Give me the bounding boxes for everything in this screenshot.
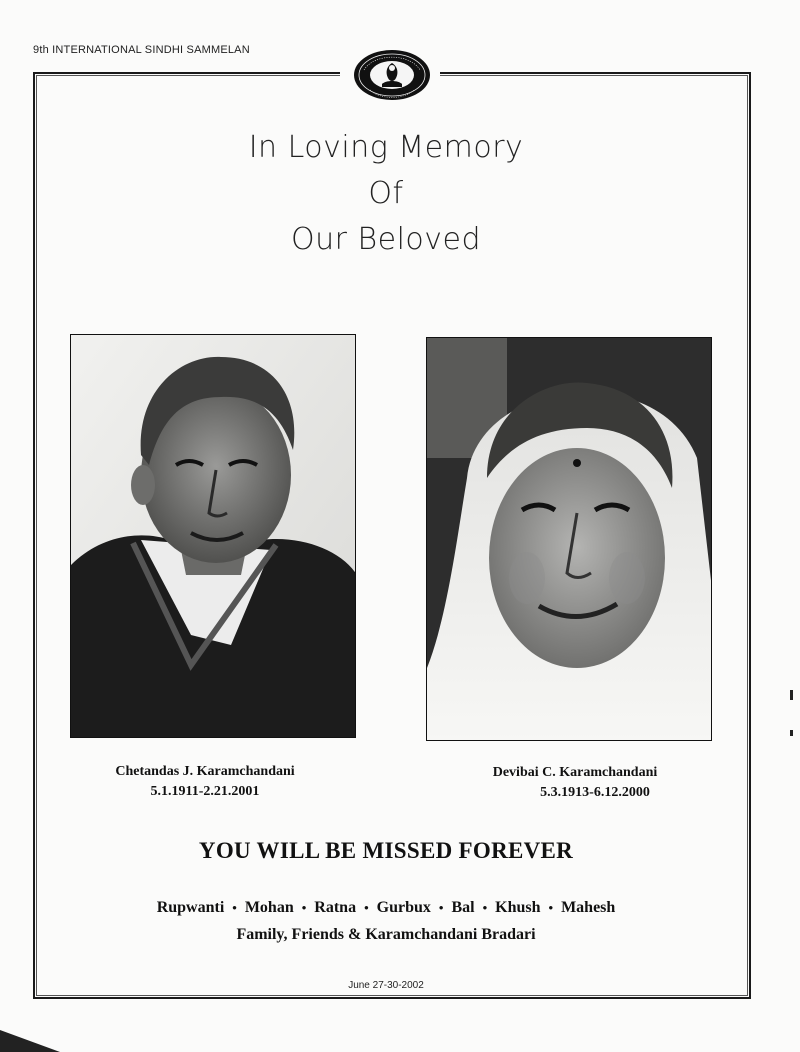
- separator: •: [364, 900, 369, 915]
- title-line-3: Our Beloved: [290, 222, 482, 257]
- person-dates: 5.3.1913-6.12.2000: [540, 785, 650, 800]
- family-name: Mohan: [244, 899, 294, 916]
- separator: •: [232, 900, 237, 915]
- family-name: Mahesh: [561, 899, 616, 916]
- scan-mark: [790, 730, 793, 736]
- person-name: Chetandas J. Karamchandani: [115, 764, 295, 779]
- family-line-2: Family, Friends & Karamchandani Bradari: [236, 926, 536, 943]
- event-dates-footer: June 27-30-2002: [348, 980, 424, 991]
- family-names-line: [0, 899, 772, 917]
- separator: •: [301, 900, 307, 915]
- sammelan-seal-icon: [352, 48, 432, 102]
- person-name: Devibai C. Karamchandani: [492, 765, 658, 780]
- title-line-1: In Loving Memory: [248, 130, 524, 165]
- family-name: Bal: [451, 899, 475, 916]
- scan-corner-shadow: [0, 1030, 60, 1052]
- family-name: Ratna: [314, 899, 357, 916]
- person-dates: 5.1.1911-2.21.2001: [150, 784, 260, 799]
- separator: •: [548, 900, 554, 915]
- title-line-2: Of: [368, 176, 404, 211]
- portrait-woman-icon: [426, 337, 712, 741]
- person-caption-left: [75, 762, 335, 802]
- event-header: 9th INTERNATIONAL SINDHI SAMMELAN: [33, 44, 250, 56]
- portrait-man-icon: [70, 334, 356, 738]
- memorial-message: YOU WILL BE MISSED FOREVER: [198, 838, 574, 863]
- separator: •: [482, 900, 488, 915]
- separator: •: [438, 900, 444, 915]
- person-caption-right: [445, 763, 705, 803]
- scan-mark: [790, 690, 793, 700]
- family-name: Gurbux: [376, 899, 431, 916]
- family-name: Rupwanti: [156, 899, 225, 916]
- memorial-title: [0, 125, 772, 263]
- family-name: Khush: [495, 899, 541, 916]
